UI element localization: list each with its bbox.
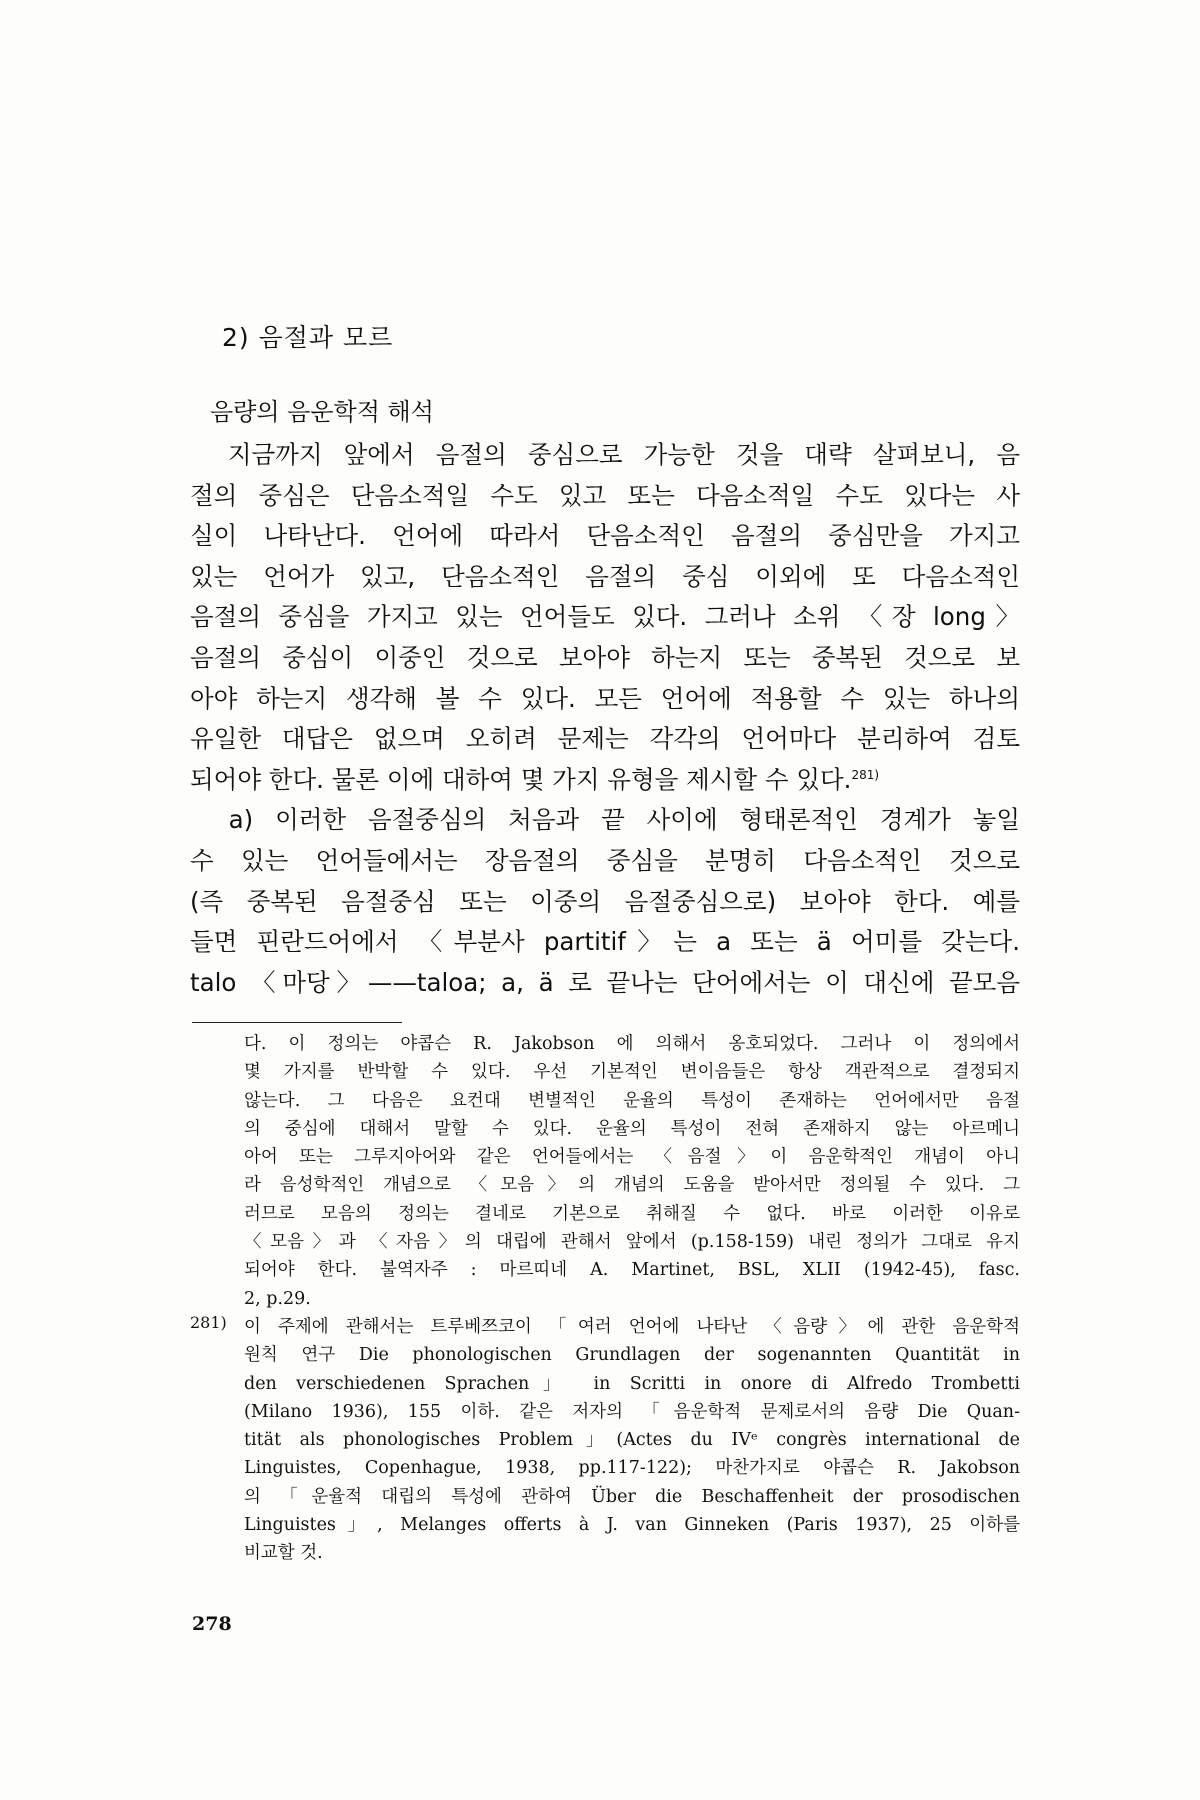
footnote-continuation — [190, 1030, 1020, 1313]
footnote-line: 다. 이 정의는 야콥슨 R. Jakobson 에 의해서 옹호되었다. 그러나 이 정의에서 — [244, 1034, 1020, 1054]
body-line: 아야 하는지 생각해 볼 수 있다. 모든 언어에 적용할 수 있는 하나의 — [190, 683, 1020, 713]
footnote-line: tität als phonologisches Problem」(Actes du IVᵉ congrès international de — [244, 1430, 1020, 1451]
footnote-line: 원칙 연구 Die phonologischen Grundlagen der sogenannten Quantität in — [244, 1345, 1020, 1366]
footnote-line: Linguistes, Copenhague, 1938, pp.117-122); 마찬가지로 야콥슨 R. Jakobson — [244, 1458, 1020, 1479]
page-number: 278 — [192, 1613, 232, 1635]
footnote-line: 이 주제에 관해서는 트루베쯔코이 「여러 언어에 나타난 〈음량〉에 관한 음운학적 — [244, 1316, 1020, 1337]
footnote-line: 의 중심에 대해서 말할 수 있다. 운율의 특성이 전혀 존재하지 않는 아르메니 — [244, 1118, 1020, 1139]
footnote-line: 비교할 것. — [244, 1543, 323, 1564]
footnote-line: den verschiedenen Sprachen」 in Scritti in onore di Alfredo Trombetti — [244, 1373, 1020, 1394]
body-line — [190, 760, 1020, 801]
footnote-divider — [192, 1022, 402, 1023]
footnote-reference: 281) — [851, 767, 880, 782]
footnote-line: Linguistes」, Melanges offerts à J. van Ginneken (Paris 1937), 25 이하를 — [244, 1515, 1020, 1536]
body-text — [190, 435, 1020, 1003]
body-line: 유일한 대답은 없으며 오히려 문제는 각각의 언어마다 분리하여 검토 — [190, 724, 1020, 754]
body-line: 음절의 중심을 가지고 있는 언어들도 있다. 그러나 소위 〈장 long〉 — [190, 602, 1020, 632]
body-line: 실이 나타난다. 언어에 따라서 단음소적인 음절의 중심만을 가지고 — [190, 521, 1020, 551]
footnote-line: 않는다. 그 다음은 요컨대 변별적인 운율의 특성이 존재하는 언어에서만 음절 — [244, 1090, 1020, 1111]
footnotes — [190, 1030, 1020, 1568]
subheading: 음량의 음운학적 해석 — [210, 398, 434, 426]
footnote-line: (Milano 1936), 155 이하. 같은 저자의 「음운학적 문제로서의 음량 Die Quan- — [244, 1401, 1020, 1422]
body-line: 지금까지 앞에서 음절의 중심으로 가능한 것을 대략 살펴보니, 음 — [190, 440, 1020, 469]
body-line: 음절의 중심이 이중인 것으로 보아야 하는지 또는 중복된 것으로 보 — [190, 642, 1020, 672]
body-line-text: 되어야 한다. 물론 이에 대하여 몇 가지 유형을 제시할 수 있다. — [190, 764, 852, 794]
footnote-number: 281) — [190, 1312, 227, 1332]
footnote-line: 〈모음〉과 〈자음〉의 대립에 관해서 앞에서 (p.158-159) 내린 정의가 그대로 유지 — [244, 1232, 1020, 1253]
footnote-line: 러므로 모음의 정의는 결네로 기본으로 취해질 수 없다. 바로 이러한 이유로 — [244, 1203, 1020, 1224]
body-line: a) 이러한 음절중심의 처음과 끝 사이에 형태론적인 경계가 놓일 — [190, 805, 1020, 835]
footnote-line: 되어야 한다. 불역자주 : 마르띠네 A. Martinet, BSL, XLII (1942-45), fasc. — [244, 1260, 1020, 1281]
footnote-line: 2, p.29. — [244, 1288, 311, 1309]
body-line: 들면 핀란드어에서 〈부분사 partitif〉는 a 또는 ä 어미를 갖는다. — [190, 927, 1020, 957]
body-line: 수 있는 언어들에서는 장음절의 중심을 분명히 다음소적인 것으로 — [190, 845, 1020, 875]
body-line: talo 〈마당〉——taloa; a, ä 로 끝나는 단어에서는 이 대신에 끝모음 — [190, 967, 1020, 997]
footnote-line: 아어 또는 그루지아어와 같은 언어들에서는 〈음절〉이 음운학적인 개념이 아니 — [244, 1147, 1020, 1168]
footnote-281 — [190, 1313, 1020, 1568]
footnote-line: 몇 가지를 반박할 수 있다. 우선 기본적인 변이음들은 항상 객관적으로 결정되지 — [244, 1062, 1020, 1083]
body-line: (즉 중복된 음절중심 또는 이중의 음절중심으로) 보아야 한다. 예를 — [190, 886, 1020, 916]
section-heading: 2) 음절과 모르 — [222, 323, 394, 352]
footnote-line: 의 「운율적 대립의 특성에 관하여 Über die Beschaffenheit der prosodischen — [244, 1486, 1020, 1507]
footnote-line: 라 음성학적인 개념으로 〈모음〉의 개념의 도움을 받아서만 정의될 수 있다. 그 — [244, 1175, 1020, 1196]
body-line: 절의 중심은 단음소적일 수도 있고 또는 다음소적일 수도 있다는 사 — [190, 480, 1020, 510]
body-line: 있는 언어가 있고, 단음소적인 음절의 중심 이외에 또 다음소적인 — [190, 561, 1020, 591]
